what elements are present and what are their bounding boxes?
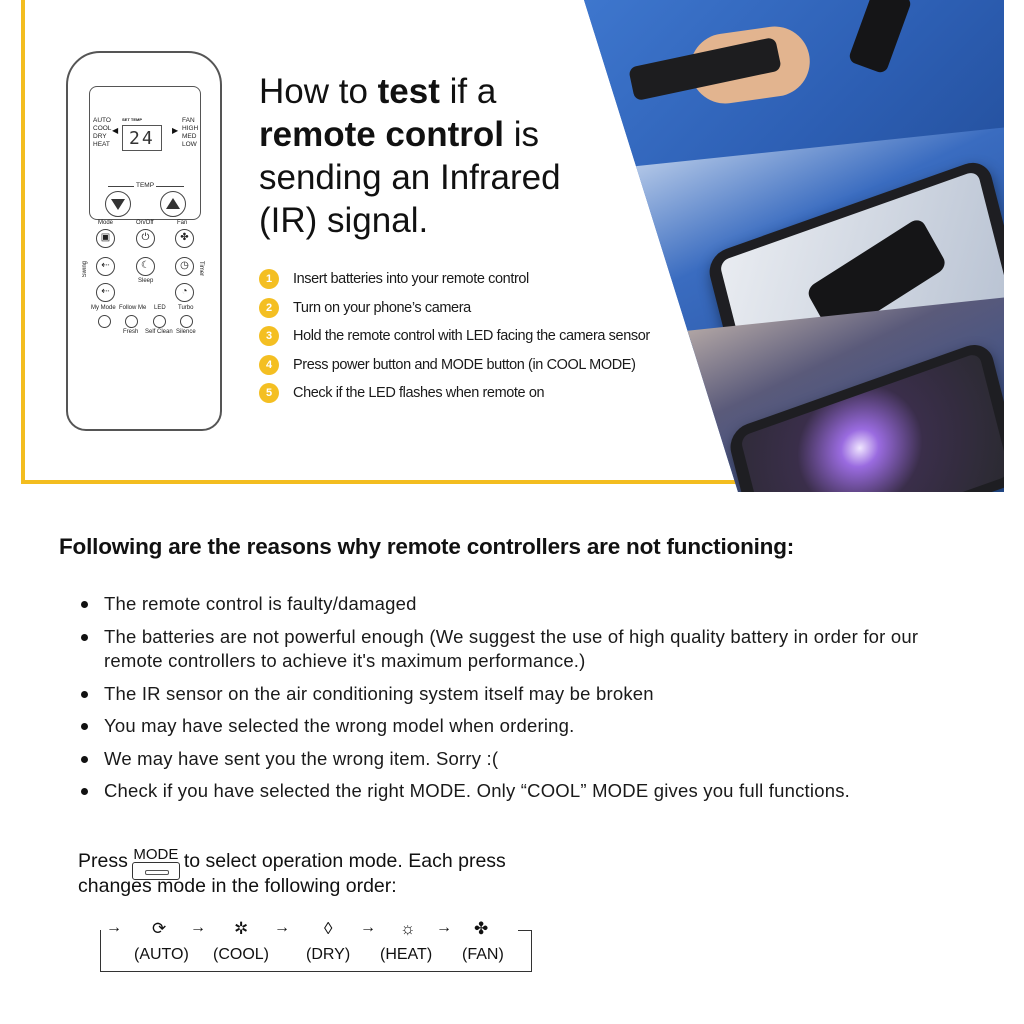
- arrow-icon: →: [190, 919, 206, 936]
- headline-text-1: How to: [259, 72, 378, 111]
- headline-bold-1: test: [377, 72, 440, 111]
- cool-icon: ✲: [234, 919, 249, 938]
- clock-button: ◔: [175, 283, 194, 302]
- lcd-fan: FAN: [182, 117, 195, 124]
- follow-me-button: [125, 315, 138, 328]
- step-item: [259, 379, 699, 408]
- step-text: Check if the LED flashes when remote on: [293, 385, 545, 402]
- my-mode-label: My Mode: [91, 305, 116, 311]
- mode-cycle-diagram: [100, 918, 532, 974]
- fan-icon: ✤: [474, 919, 489, 938]
- headline-line-4: (IR) signal.: [259, 201, 429, 240]
- mode-key-label: MODE: [133, 846, 179, 863]
- mode-label: Mode: [98, 220, 114, 226]
- step-item: [259, 294, 699, 323]
- phone-screen-2: [740, 352, 1010, 492]
- turbo-button: [180, 315, 193, 328]
- timer-label: Timer: [198, 261, 204, 277]
- sleep-label: Sleep: [138, 278, 154, 284]
- step-text: Hold the remote control with LED facing the camera sensor: [293, 328, 650, 345]
- lcd-low: LOW: [182, 141, 197, 148]
- reason-item: Check if you have selected the right MODE. Only “COOL” MODE gives you full functions.: [78, 779, 958, 804]
- reason-item: The IR sensor on the air conditioning system itself may be broken: [78, 682, 958, 707]
- mode-name-heat: (HEAT): [380, 946, 433, 963]
- lcd-window: [122, 125, 162, 151]
- step-text: Turn on your phone’s camera: [293, 299, 471, 316]
- arrow-icon: →: [360, 919, 376, 936]
- swing-label: Swing: [82, 261, 88, 278]
- arrow-icon: →: [436, 919, 452, 936]
- lcd-dry: DRY: [93, 133, 107, 140]
- mode-list-left: [93, 117, 111, 149]
- mode-button: ▣: [96, 229, 115, 248]
- self-clean-label: Self Clean: [145, 329, 173, 335]
- lcd-right-arrow-icon: ▶: [172, 126, 179, 135]
- lcd-window-wrap: [110, 117, 170, 157]
- heat-icon: ☼: [400, 919, 416, 938]
- reason-item: You may have selected the wrong model when ordering.: [78, 714, 958, 739]
- led-button: [153, 315, 166, 328]
- lcd-high: HIGH: [182, 125, 199, 132]
- step-item: [259, 351, 699, 380]
- step-number-badge: 3: [259, 326, 279, 346]
- mode-text-after: to select operation mode. Each press: [183, 850, 506, 872]
- headline-text-3: is: [504, 115, 540, 154]
- swing-button-2: ⇠: [96, 283, 115, 302]
- turbo-label: Turbo: [178, 305, 194, 311]
- lcd-digits: 24: [129, 128, 155, 149]
- mode-instructions: [78, 846, 548, 899]
- mode-name-cool: (COOL): [213, 946, 269, 963]
- step-number-badge: 2: [259, 298, 279, 318]
- reason-item: The batteries are not powerful enough (We suggest the use of high quality battery in order for our remote controllers to achieve it's maximum performance.): [78, 625, 958, 674]
- headline-bold-2: remote control: [259, 115, 505, 154]
- mode-key-box: [132, 862, 180, 880]
- follow-me-label: Follow Me: [119, 305, 147, 311]
- step-number-badge: 4: [259, 355, 279, 375]
- step-item: [259, 322, 699, 351]
- lcd-med: MED: [182, 133, 197, 140]
- reasons-list: [78, 592, 958, 812]
- mode-name-fan: (FAN): [462, 946, 504, 963]
- lcd-panel: [89, 86, 201, 220]
- lcd-cool: COOL: [93, 125, 112, 132]
- temp-label: TEMP: [136, 182, 155, 189]
- swing-button: ⇠: [96, 257, 115, 276]
- arrow-icon: →: [274, 919, 290, 936]
- temp-up-button: [160, 191, 186, 217]
- dry-icon: ◊: [324, 919, 333, 938]
- fan-label: Fan: [177, 220, 188, 226]
- arrow-icon: →: [106, 919, 122, 936]
- power-button: ⏻: [136, 229, 155, 248]
- mode-name-dry: (DRY): [306, 946, 351, 963]
- reason-item: We may have sent you the wrong item. Sorry :(: [78, 747, 958, 772]
- mode-text-line2: changes mode in the following order:: [78, 875, 397, 897]
- timer-button: ◷: [175, 257, 194, 276]
- reason-item: The remote control is faulty/damaged: [78, 592, 958, 617]
- test-steps-list: [259, 265, 699, 408]
- step-text: Press power button and MODE button (in COOL MODE): [293, 356, 636, 373]
- onoff-label: On/Off: [136, 220, 154, 226]
- mode-name-auto: (AUTO): [134, 946, 189, 963]
- step-number-badge: 1: [259, 269, 279, 289]
- silence-label: Silence: [176, 329, 196, 335]
- press-text: Press: [78, 850, 128, 872]
- led-label: LED: [154, 305, 166, 311]
- lcd-heat: HEAT: [93, 141, 110, 148]
- step-number-badge: 5: [259, 383, 279, 403]
- fresh-label: Fresh: [123, 329, 139, 335]
- sleep-button: ☾: [136, 257, 155, 276]
- headline: [259, 70, 599, 242]
- remote-control-illustration: [66, 51, 222, 431]
- fan-button: ✤: [175, 229, 194, 248]
- phone-edge-shape: [848, 0, 913, 74]
- set-temp-label: SET TEMP: [122, 117, 143, 122]
- step-item: [259, 265, 699, 294]
- cycle-top-line: [518, 930, 532, 931]
- banner: [0, 0, 1024, 492]
- auto-icon: ⟳: [152, 919, 167, 938]
- lcd-left-arrow-icon: ◀: [112, 126, 119, 135]
- headline-line-3: sending an Infrared: [259, 158, 561, 197]
- temp-down-button: [105, 191, 131, 217]
- mode-list-right: [182, 117, 198, 149]
- phone-shape-2: [726, 339, 1024, 492]
- lcd-auto: AUTO: [93, 117, 111, 124]
- step-text: Insert batteries into your remote control: [293, 271, 529, 288]
- mode-key-icon: [132, 846, 180, 874]
- headline-text-2: if a: [439, 72, 497, 111]
- my-mode-button: [98, 315, 111, 328]
- reasons-title: Following are the reasons why remote controllers are not functioning:: [59, 534, 795, 559]
